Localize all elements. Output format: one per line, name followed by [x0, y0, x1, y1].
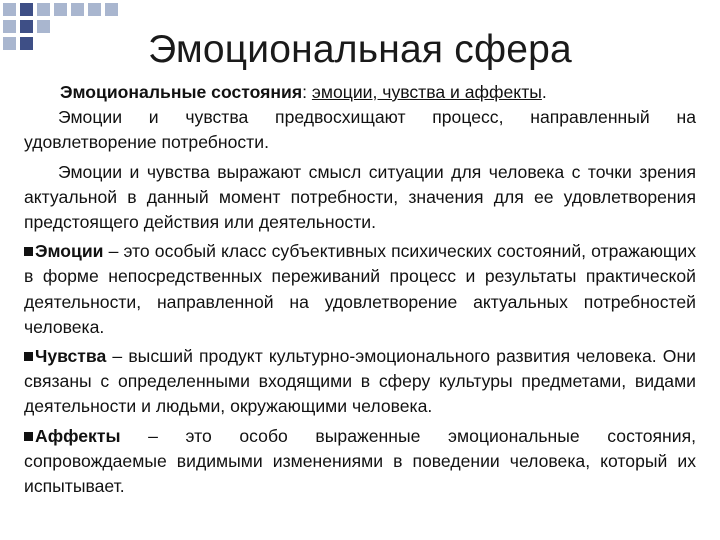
definition-feelings [24, 344, 696, 420]
deco-square [20, 3, 33, 16]
definition-term: Чувства [35, 346, 107, 367]
definition-text: – это особо выраженные эмоциональные состояния, сопровождаемые видимыми изменениями в поведении человека, который их испытывает. [24, 425, 696, 497]
deco-square [3, 3, 16, 16]
definition-emotions [24, 239, 696, 340]
definition-affects [24, 424, 696, 500]
bullet-icon [24, 432, 33, 441]
deco-square [54, 3, 67, 16]
slide-body [24, 80, 696, 499]
definition-term: Аффекты [35, 425, 121, 446]
definition-text: – это особый класс субъективных психических состояний, отражающих в форме непосредственных переживаний процесс и результаты практической деятельности, направленной на удовлетворение актуальных потребностей человека. [24, 241, 696, 337]
subtitle-term: Эмоциональные состояния [60, 82, 303, 102]
deco-square [88, 3, 101, 16]
deco-square [71, 3, 84, 16]
definition-term: Эмоции [35, 241, 104, 262]
subtitle-line [24, 80, 696, 105]
deco-square [105, 3, 118, 16]
definition-text: – высший продукт культурно-эмоционального развития человека. Они связаны с определенными входящими в сферу культуры предметами, видами деятельности и людьми, окружающими человека. [24, 346, 696, 417]
bullet-icon [24, 352, 33, 361]
subtitle-end: . [541, 82, 547, 102]
subtitle-colon: : [302, 82, 312, 102]
deco-square [37, 3, 50, 16]
page-title: Эмоциональная сфера [148, 28, 572, 71]
paragraph-anticipation: Эмоции и чувства предвосхищают процесс, направленный на удовлетворение потребности. [24, 107, 696, 153]
subtitle-items: эмоции, чувства и аффекты [311, 82, 542, 102]
paragraph-meaning: Эмоции и чувства выражают смысл ситуации для человека с точки зрения актуальной в данный момент потребности, значения для ее удовлетворения предстоящего действия или деятельности. [24, 161, 696, 233]
bullet-icon [24, 247, 33, 256]
